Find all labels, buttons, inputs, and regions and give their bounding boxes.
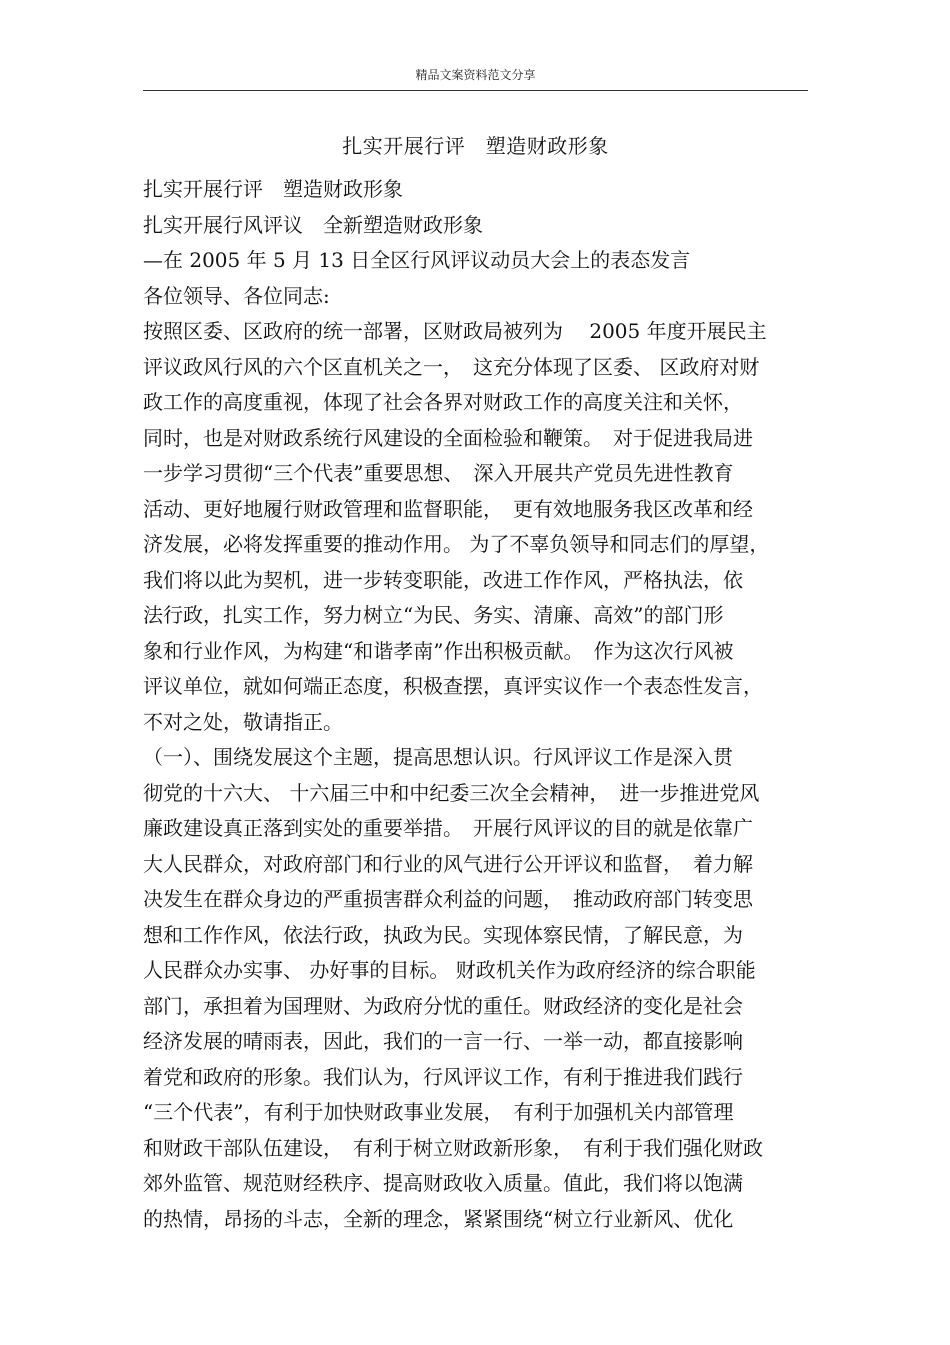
text-line: 经济发展的晴雨表，因此，我们的一言一行、一举一动，都直接影响 — [143, 1029, 743, 1053]
text-line: 评议政风行风的六个区直机关之一， 这充分体现了区委、 区政府对财 — [143, 354, 760, 379]
text-line: 想和工作作风，依法行政，执政为民。实现体察民情，了解民意，为 — [143, 922, 743, 947]
document-title: 扎实开展行评 塑造财政形象 — [342, 134, 609, 158]
page-header: 精品文案资料范文分享 — [415, 68, 536, 82]
text-line: 政工作的高度重视，体现了社会各界对财政工作的高度关注和关怀， — [143, 390, 743, 414]
text-line: 法行政，扎实工作，努力树立“为民、务实、清廉、高效”的部门形 — [143, 603, 724, 627]
text-line: 扎实开展行评 塑造财政形象 — [143, 177, 403, 201]
text-line: 济发展，必将发挥重要的推动作用。 为了不辜负领导和同志们的厚望， — [143, 532, 770, 556]
text-line: （一）、围绕发展这个主题，提高思想认识。行风评议工作是深入贯 — [143, 745, 733, 769]
text-line: “三个代表”，有利于加快财政事业发展， 有利于加强机关内部管理 — [143, 1100, 734, 1124]
text-line: 大人民群众，对政府部门和行业的风气进行公开评议和监督， 着力解 — [143, 851, 753, 876]
text-line: 不对之处，敬请指正。 — [143, 709, 343, 734]
text-line: 活动、更好地履行财政管理和监督职能， 更有效地服务我区改革和经 — [143, 496, 753, 521]
document-body — [143, 172, 808, 1237]
text-line: 和财政干部队伍建设， 有利于树立财政新形象， 有利于我们强化财政 — [143, 1135, 763, 1160]
text-line: 部门，承担着为国理财、为政府分忧的重任。财政经济的变化是社会 — [143, 993, 743, 1018]
text-line: 决发生在群众身边的严重损害群众利益的问题， 推动政府部门转变思 — [143, 887, 753, 911]
text-line: —在 2005 年 5 月 13 日全区行风评议动员大会上的表态发言 — [143, 248, 691, 272]
text-line: 彻党的十六大、 十六届三中和中纪委三次全会精神， 进一步推进党风 — [143, 780, 760, 805]
text-line: 一步学习贯彻“三个代表”重要思想、 深入开展共产党员先进性教育 — [143, 461, 734, 485]
text-line: 评议单位，就如何端正态度，积极查摆，真评实议作一个表态性发言， — [143, 674, 763, 698]
text-line: 郊外监管、规范财经秩序、提高财政收入质量。值此，我们将以饱满 — [143, 1171, 743, 1195]
text-line: 各位领导、各位同志: — [143, 283, 330, 308]
text-line: 廉政建设真正落到实处的重要举措。 开展行风评议的目的就是依靠广 — [143, 816, 753, 840]
text-line: 我们将以此为契机，进一步转变职能，改进工作作风，严格执法，依 — [143, 567, 743, 592]
text-line: 按照区委、区政府的统一部署，区财政局被列为 2005 年度开展民主 — [143, 319, 767, 343]
text-line: 同时，也是对财政系统行风建设的全面检验和鞭策。 对于促进我局进 — [143, 425, 753, 450]
text-line: 人民群众办实事、 办好事的目标。 财政机关作为政府经济的综合职能 — [143, 958, 756, 982]
text-line: 的热情，昂扬的斗志，全新的理念，紧紧围绕“树立行业新风、优化 — [143, 1206, 734, 1231]
header-divider — [143, 90, 808, 91]
text-line: 着党和政府的形象。我们认为，行风评议工作，有利于推进我们践行 — [143, 1064, 743, 1089]
text-line: 象和行业作风，为构建“和谐孝南”作出积极贡献。 作为这次行风被 — [143, 638, 734, 663]
text-line: 扎实开展行风评议 全新塑造财政形象 — [143, 212, 483, 237]
